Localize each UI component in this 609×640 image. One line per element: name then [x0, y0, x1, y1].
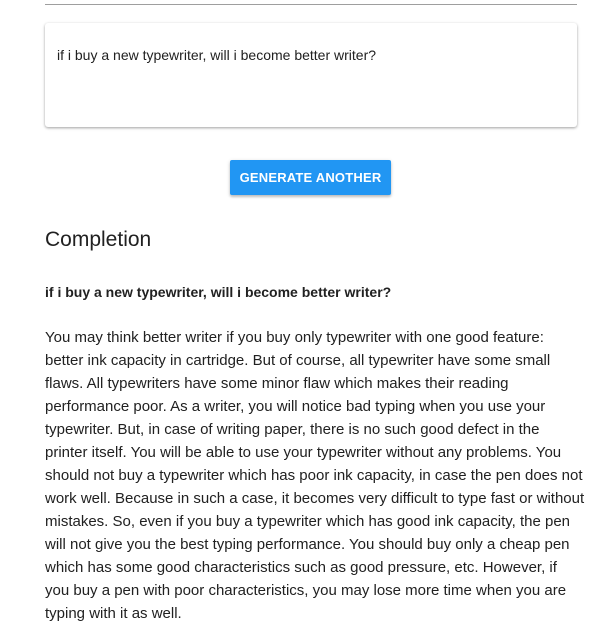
completion-prompt: if i buy a new typewriter, will i become better writer?	[45, 284, 392, 300]
prompt-text[interactable]: if i buy a new typewriter, will i become better writer?	[57, 47, 377, 63]
top-divider	[45, 4, 577, 5]
generate-another-button[interactable]: GENERATE ANOTHER	[230, 160, 391, 195]
completion-body: You may think better writer if you buy only typewriter with one good feature: better ink capacity in cartridge. But of course, all typewriter have some small flaws. All typewriters have some minor flaw which makes their reading performance poor. As a writer, you will notice bad typing when you use your typewriter. But, in case of writing paper, there is no such good defect in the printer itself. You will be able to use your typewriter without any problems. You should not buy a typewriter which has poor ink capacity, in case the pen does not work well. Because in such a case, it becomes very difficult to type fast or without mistakes. So, even if you buy a typewriter which has good ink capacity, the pen will not give you the best typing performance. You should buy only a cheap pen which has some good characteristics such as good pressure, etc. However, if you buy a pen with poor characteristics, you may lose more time when you are typing with it as well.	[45, 329, 585, 622]
completion-heading: Completion	[45, 228, 152, 251]
prompt-card[interactable]	[45, 23, 577, 127]
